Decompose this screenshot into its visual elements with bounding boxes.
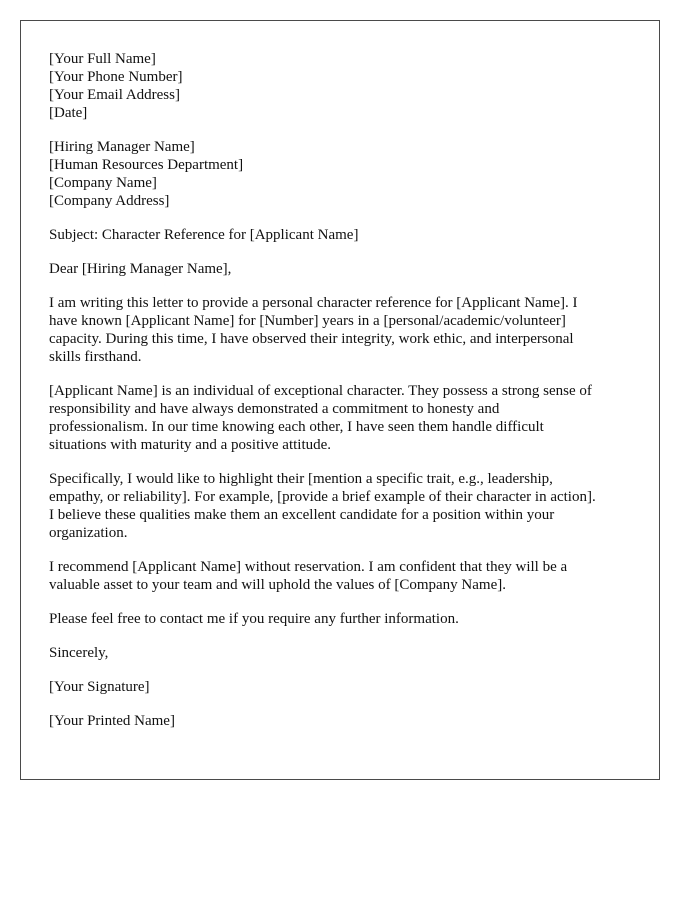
signature-placeholder: [Your Signature] — [49, 679, 150, 695]
recipient-block — [49, 138, 639, 210]
recipient-company: [Company Name] — [49, 175, 157, 191]
sender-email: [Your Email Address] — [49, 87, 180, 103]
body-paragraph-3 — [49, 470, 639, 542]
subject-line: Subject: Character Reference for [Applicant Name] — [49, 227, 359, 243]
printed-name: [Your Printed Name] — [49, 713, 175, 729]
sender-date: [Date] — [49, 105, 88, 121]
paragraph-line: I am writing this letter to provide a personal character reference for [Applicant Name]. I — [49, 295, 578, 311]
paragraph-line: have known [Applicant Name] for [Number] years in a [personal/academic/volunteer] — [49, 313, 566, 329]
closing: Sincerely, — [49, 645, 109, 661]
body-paragraph-5 — [49, 610, 639, 628]
sender-block — [49, 50, 639, 122]
paragraph-line: skills firsthand. — [49, 349, 142, 365]
recipient-name: [Hiring Manager Name] — [49, 139, 195, 155]
paragraph-line: capacity. During this time, I have observed their integrity, work ethic, and interpersonal — [49, 331, 574, 347]
paragraph-line: valuable asset to your team and will uphold the values of [Company Name]. — [49, 577, 506, 593]
paragraph-line: I recommend [Applicant Name] without reservation. I am confident that they will be a — [49, 559, 568, 575]
recipient-address: [Company Address] — [49, 193, 170, 209]
paragraph-line: professionalism. In our time knowing each other, I have seen them handle difficult — [49, 419, 544, 435]
recipient-department: [Human Resources Department] — [49, 157, 244, 173]
letter-page — [20, 20, 660, 780]
salutation: Dear [Hiring Manager Name], — [49, 261, 232, 277]
paragraph-line: [Applicant Name] is an individual of exceptional character. They possess a strong sense of — [49, 383, 592, 399]
paragraph-line: I believe these qualities make them an excellent candidate for a position within your — [49, 507, 555, 523]
paragraph-line: organization. — [49, 525, 128, 541]
sender-full-name: [Your Full Name] — [49, 51, 156, 67]
paragraph-line: Please feel free to contact me if you require any further information. — [49, 611, 459, 627]
body-paragraph-2 — [49, 382, 639, 454]
letter-body — [49, 50, 639, 730]
paragraph-line: Specifically, I would like to highlight their [mention a specific trait, e.g., leadership, — [49, 471, 553, 487]
body-paragraph-4 — [49, 558, 639, 594]
paragraph-line: situations with maturity and a positive attitude. — [49, 437, 332, 453]
paragraph-line: responsibility and have always demonstrated a commitment to honesty and — [49, 401, 500, 417]
paragraph-line: empathy, or reliability]. For example, [provide a brief example of their character in action]. — [49, 489, 596, 505]
sender-phone: [Your Phone Number] — [49, 69, 183, 85]
body-paragraph-1 — [49, 294, 639, 366]
